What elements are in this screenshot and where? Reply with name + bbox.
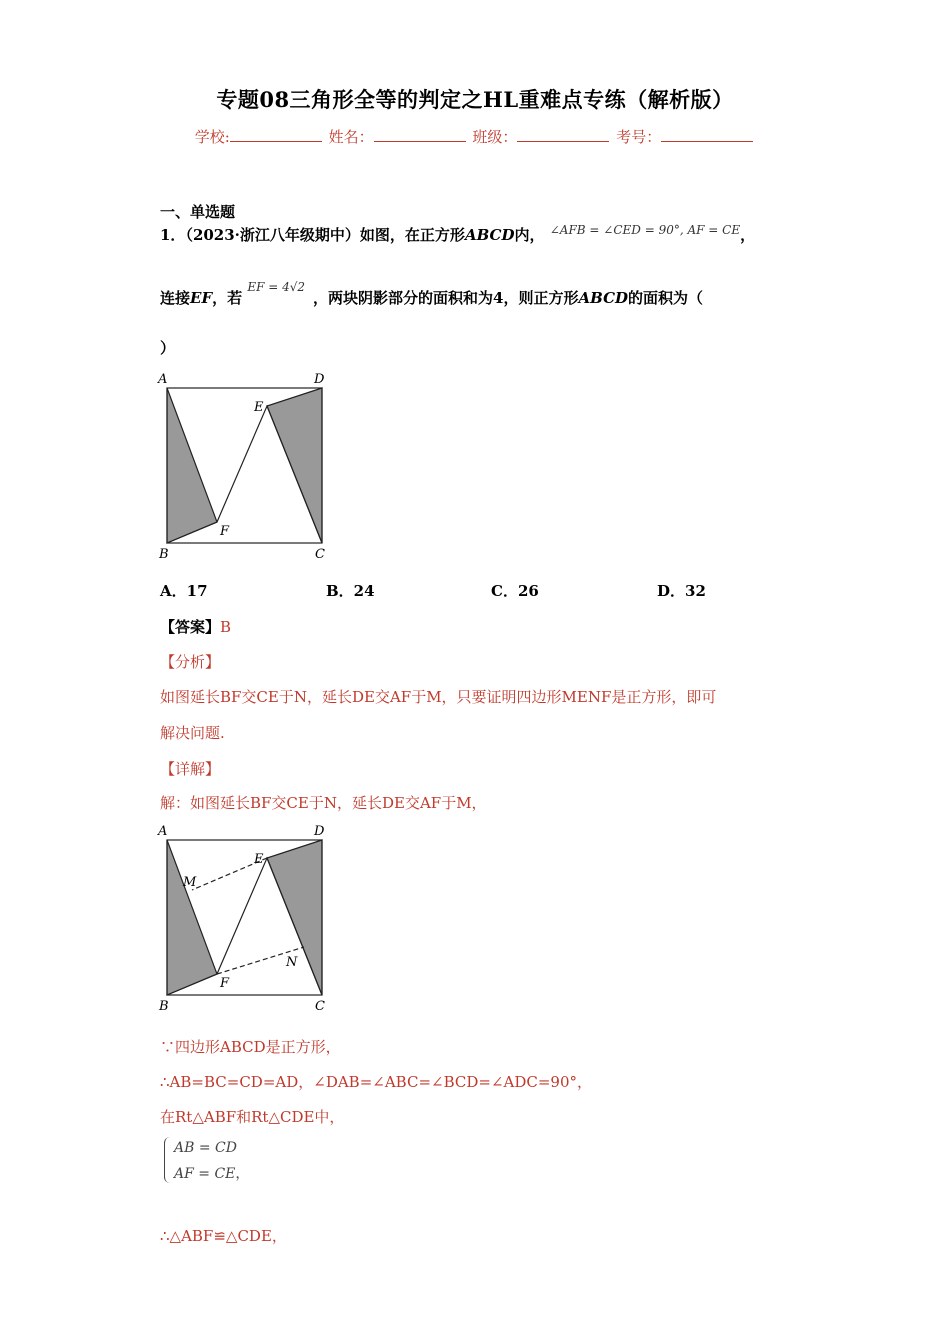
question-number: 1． [160, 226, 186, 244]
question-source: （2023·浙江八年级期中） [185, 226, 360, 244]
school-label: 学校: [194, 128, 230, 146]
system-comma: ， [235, 1166, 250, 1182]
system-eq-2: AF = CE [174, 1166, 236, 1182]
ef-length: EF = 4√2 [247, 280, 306, 294]
label-f: F [220, 976, 230, 991]
option-a: A．17 [160, 582, 208, 600]
section-heading: 一、单选题 [160, 203, 236, 221]
detail-line-1: 解：如图延长BF交CE于N，延长DE交AF于M， [160, 794, 487, 812]
shaded-triangle-cde [267, 840, 322, 995]
label-m: M [183, 875, 197, 890]
answer-value: B [220, 618, 232, 636]
analysis-line-1: 如图延长BF交CE于N，延长DE交AF于M，只要证明四边形MENF是正方形，即可 [160, 688, 717, 706]
question-text: 的面积为（ [628, 289, 704, 307]
option-c: C．26 [491, 582, 539, 600]
detail-step-4: ∴△ABF≌△CDE， [160, 1227, 287, 1245]
system-eq-1: AB = CD [174, 1140, 237, 1156]
class-label: 班级： [472, 128, 518, 146]
answer-tag: 【答案】 [160, 618, 221, 636]
exam-no-blank [661, 127, 753, 142]
label-b: B [159, 547, 169, 562]
label-a: A [158, 824, 168, 839]
analysis-tag: 【分析】 [160, 653, 221, 671]
shaded-triangle-abf [167, 388, 217, 543]
name-blank [374, 127, 466, 142]
detail-step-1: ∵四边形ABCD是正方形， [160, 1038, 341, 1056]
square-name: ABCD [464, 226, 515, 244]
option-d: D．32 [657, 582, 706, 600]
figure-square-1 [155, 368, 345, 564]
question-comma: ， [740, 226, 756, 244]
question-text: ，两块阴影部分的面积和为4，则正方形 [313, 289, 579, 307]
question-text: ，若 [212, 289, 243, 307]
class-blank [517, 127, 609, 142]
shaded-triangle-abf [167, 840, 217, 995]
detail-step-3: 在Rt△ABF和Rt△CDE中， [160, 1108, 345, 1126]
label-a: A [158, 372, 168, 387]
system-brace [164, 1137, 171, 1183]
label-d: D [314, 824, 325, 839]
detail-tag: 【详解】 [160, 760, 221, 778]
label-c: C [315, 547, 325, 562]
detail-step-2: ∴AB=BC=CD=AD，∠DAB=∠ABC=∠BCD=∠ADC=90°， [160, 1073, 593, 1091]
analysis-line-2: 解决问题. [160, 724, 225, 742]
question-line-3: ） [160, 339, 176, 357]
question-text: 如图，在正方形 [359, 226, 465, 244]
label-c: C [315, 999, 325, 1014]
label-e: E [254, 852, 264, 867]
label-b: B [159, 999, 169, 1014]
segment-ef: EF [190, 289, 213, 307]
shaded-triangle-cde [267, 388, 322, 543]
question-line-2 [160, 280, 704, 308]
angle-condition: ∠AFB = ∠CED = 90°, AF = CE [549, 223, 741, 237]
label-f: F [220, 524, 230, 539]
question-line-1 [160, 224, 755, 245]
square-name: ABCD [578, 289, 629, 307]
page-title: 专题08三角形全等的判定之HL重难点专练（解析版） [216, 87, 734, 112]
label-d: D [314, 372, 325, 387]
figure-square-2 [155, 820, 345, 1016]
exam-no-label: 考号： [616, 128, 662, 146]
student-info [0, 126, 950, 147]
school-blank [230, 127, 322, 142]
name-label: 姓名： [328, 128, 374, 146]
equation-system [164, 1135, 249, 1187]
label-n: N [286, 955, 298, 970]
answer-line [160, 616, 231, 637]
question-text: 内， [514, 226, 545, 244]
label-e: E [254, 400, 264, 415]
option-b: B．24 [326, 582, 375, 600]
question-text: 连接 [160, 289, 191, 307]
